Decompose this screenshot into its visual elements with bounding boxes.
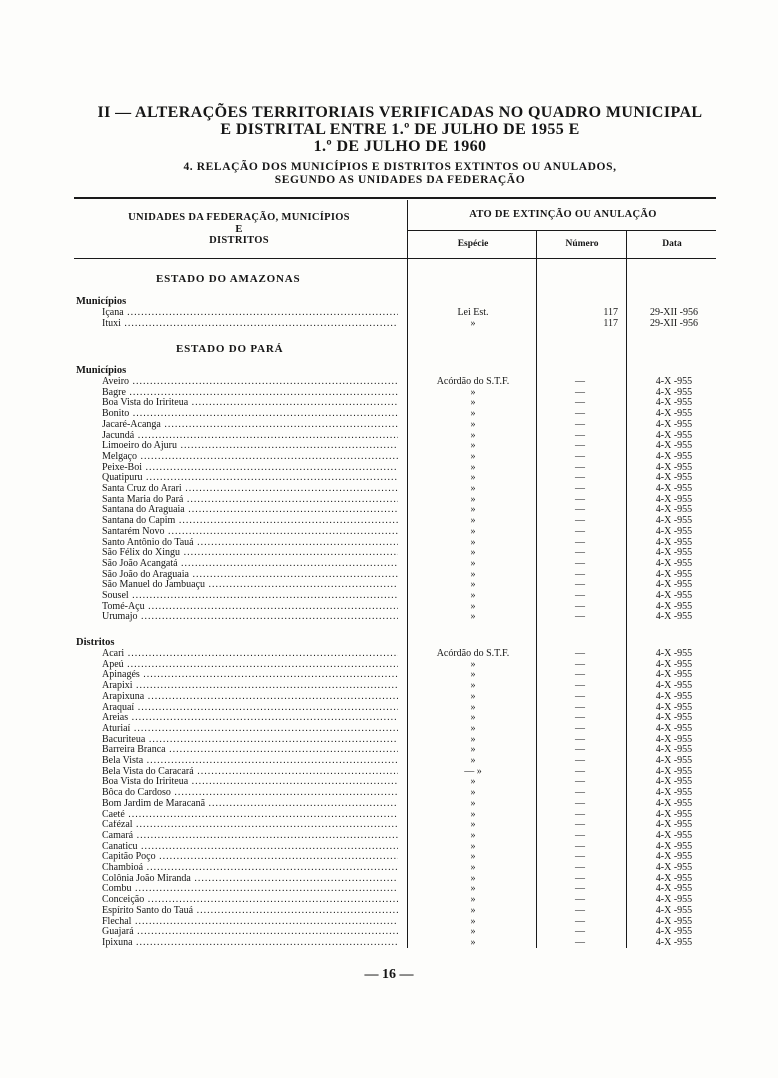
row-name: Santo Antônio do Tauá ..... [102, 538, 398, 549]
row-numero: — [575, 493, 585, 505]
row-name: Boa Vista do Iririteua ..... [102, 777, 398, 788]
row-numero: — [575, 376, 585, 387]
row-name: Bela Vista ..... [102, 756, 398, 767]
row-data: 4-X -955 [655, 557, 693, 569]
table-row [0, 319, 778, 330]
row-data: 4-X -955 [655, 904, 693, 916]
row-especie: » [470, 680, 476, 692]
row-data: 4-X -955 [655, 862, 693, 873]
group-title-municipios-para: Municípios [76, 365, 127, 376]
row-numero: — [575, 851, 585, 863]
header-ato: ATO DE EXTINÇÃO OU ANULAÇÃO [469, 209, 657, 220]
row-especie: » [470, 472, 476, 484]
section-subtitle [60, 161, 740, 186]
table-row [0, 831, 778, 842]
row-especie: » [470, 557, 476, 569]
row-especie: » [470, 904, 476, 916]
row-data: 4-X -955 [655, 680, 693, 692]
table-row [0, 527, 778, 538]
row-name: Tomé-Açu ..... [102, 602, 398, 613]
row-especie: » [470, 776, 476, 788]
row-name: São Félix do Xingu ..... [102, 548, 398, 559]
row-data: 29-XII -956 [649, 317, 699, 329]
table-row [0, 799, 778, 810]
row-name: Barreira Branca ..... [102, 745, 398, 756]
row-name: Içana ..... [102, 308, 398, 319]
row-numero: — [575, 680, 585, 692]
row-data: 4-X -955 [655, 722, 693, 734]
row-name: Guajará ..... [102, 927, 398, 938]
row-especie: » [470, 440, 476, 452]
header-bottom-rule [74, 258, 716, 259]
header-numero: Número [565, 239, 599, 249]
row-especie: » [470, 397, 476, 409]
header-unidades [76, 212, 402, 247]
row-numero: — [575, 701, 585, 713]
row-especie: » [470, 611, 476, 623]
row-numero: — [575, 776, 585, 788]
row-name: Boa Vista do Iririteua ..... [102, 398, 398, 409]
row-name: Peixe-Boi ..... [102, 463, 398, 474]
row-data: 4-X -955 [655, 493, 693, 505]
row-name: Cafézal ..... [102, 820, 398, 831]
row-numero: — [575, 915, 585, 927]
row-name: Bôca do Cardoso ..... [102, 788, 398, 799]
row-numero: — [575, 829, 585, 841]
row-data: 4-X -955 [655, 386, 693, 398]
row-numero: — [575, 611, 585, 623]
row-data: 4-X -955 [655, 658, 693, 670]
row-especie: » [470, 797, 476, 809]
row-numero: — [575, 862, 585, 873]
row-numero: — [575, 525, 585, 537]
row-data: 4-X -955 [655, 787, 693, 799]
row-data: 4-X -955 [655, 568, 693, 580]
row-especie: » [470, 787, 476, 799]
row-numero: — [575, 840, 585, 852]
row-name: Conceição ..... [102, 895, 398, 906]
row-name: Flechal ..... [102, 917, 398, 928]
page-title-line-2: E DISTRITAL ENTRE 1.º DE JULHO DE 1955 E [220, 121, 580, 138]
row-name: Quatipuru ..... [102, 473, 398, 484]
row-especie: » [470, 712, 476, 724]
row-especie: » [470, 429, 476, 441]
row-data: 4-X -955 [655, 765, 693, 777]
row-data: 4-X -955 [655, 669, 693, 681]
group-title-municipios-amazonas: Municípios [76, 296, 127, 307]
row-especie: » [470, 733, 476, 745]
row-numero: — [575, 440, 585, 452]
row-numero: — [575, 883, 585, 895]
row-name: Apinagés ..... [102, 670, 398, 681]
row-data: 4-X -955 [655, 926, 693, 938]
row-numero: — [575, 787, 585, 799]
row-name: Ituxi ..... [102, 319, 398, 330]
row-especie: » [470, 808, 476, 820]
table-row [0, 559, 778, 570]
row-data: 4-X -955 [655, 408, 693, 420]
row-numero: 117 [603, 317, 618, 329]
row-name: Caeté ..... [102, 810, 398, 821]
row-especie: » [470, 936, 476, 948]
row-data: 4-X -955 [655, 440, 693, 452]
row-numero: — [575, 600, 585, 612]
row-especie: » [470, 483, 476, 494]
table-row [0, 906, 778, 917]
row-numero: — [575, 797, 585, 809]
group-title-distritos-para: Distritos [76, 637, 115, 648]
row-data: 4-X -955 [655, 536, 693, 548]
row-numero: — [575, 765, 585, 777]
row-numero: — [575, 418, 585, 430]
row-numero: — [575, 450, 585, 462]
row-especie: » [470, 862, 476, 873]
row-numero: — [575, 872, 585, 884]
row-numero: — [575, 669, 585, 681]
row-name: Chambioá ..... [102, 863, 398, 874]
row-data: 4-X -955 [655, 829, 693, 841]
row-especie: » [470, 493, 476, 505]
table-row [0, 420, 778, 431]
section-subtitle-line-2: SEGUNDO AS UNIDADES DA FEDERAÇÃO [274, 173, 526, 186]
row-data: 4-X -955 [655, 648, 693, 659]
row-name: Combu ..... [102, 884, 398, 895]
row-data: 4-X -955 [655, 579, 693, 591]
row-name: Santarém Novo ..... [102, 527, 398, 538]
row-especie: » [470, 547, 476, 559]
row-name: Apeú ..... [102, 660, 398, 671]
section-subtitle-line-1: 4. RELAÇÃO DOS MUNICÍPIOS E DISTRITOS EXTINTOS OU ANULADOS, [183, 161, 617, 173]
row-especie: » [470, 568, 476, 580]
row-especie: » [470, 744, 476, 756]
row-especie: Acórdão do S.T.F. [436, 648, 510, 659]
row-name: Jacaré-Acanga ..... [102, 420, 398, 431]
table-row [0, 612, 778, 623]
row-especie: » [470, 579, 476, 591]
row-numero: — [575, 536, 585, 548]
row-data: 4-X -955 [655, 472, 693, 484]
header-unidades-line-1: UNIDADES DA FEDERAÇÃO, MUNICÍPIOS [128, 212, 350, 223]
row-name: Arapixi ..... [102, 681, 398, 692]
row-numero: — [575, 648, 585, 659]
row-especie: — » [464, 765, 482, 777]
row-data: 4-X -955 [655, 515, 693, 527]
row-name: Espírito Santo do Tauá ..... [102, 906, 398, 917]
row-numero: — [575, 483, 585, 494]
row-data: 4-X -955 [655, 429, 693, 441]
row-name: Bacuriteua ..... [102, 735, 398, 746]
row-especie: » [470, 894, 476, 906]
row-numero: — [575, 461, 585, 473]
row-data: 4-X -955 [655, 755, 693, 766]
row-name: Santa Maria do Pará ..... [102, 495, 398, 506]
row-especie: » [470, 872, 476, 884]
row-especie: » [470, 450, 476, 462]
row-name: Aveiro ..... [102, 377, 398, 388]
row-especie: » [470, 669, 476, 681]
row-data: 4-X -955 [655, 461, 693, 473]
row-especie: » [470, 658, 476, 670]
row-data: 4-X -955 [655, 690, 693, 702]
row-numero: — [575, 936, 585, 948]
header-unidades-line-3: DISTRITOS [209, 235, 269, 246]
row-numero: — [575, 744, 585, 756]
row-numero: — [575, 808, 585, 820]
row-data: 4-X -955 [655, 883, 693, 895]
row-numero: — [575, 504, 585, 516]
row-data: 4-X -955 [655, 733, 693, 745]
row-data: 4-X -955 [655, 600, 693, 612]
row-especie: » [470, 883, 476, 895]
row-numero: — [575, 690, 585, 702]
row-data: 4-X -955 [655, 376, 693, 387]
row-name: Santana do Araguaia ..... [102, 505, 398, 516]
row-numero: — [575, 819, 585, 831]
row-data: 4-X -955 [655, 915, 693, 927]
row-numero: — [575, 397, 585, 409]
row-name: Canaticu ..... [102, 842, 398, 853]
row-especie: » [470, 829, 476, 841]
row-name: Bonito ..... [102, 409, 398, 420]
row-especie: » [470, 851, 476, 863]
row-data: 4-X -955 [655, 611, 693, 623]
row-especie: » [470, 525, 476, 537]
row-numero: — [575, 547, 585, 559]
row-especie: » [470, 926, 476, 938]
row-data: 4-X -955 [655, 894, 693, 906]
row-especie: » [470, 461, 476, 473]
row-numero: — [575, 429, 585, 441]
row-especie: » [470, 755, 476, 766]
table-row [0, 452, 778, 463]
row-name: Colônia João Miranda ..... [102, 874, 398, 885]
row-name: Santa Cruz do Arari ..... [102, 484, 398, 495]
row-data: 4-X -955 [655, 819, 693, 831]
row-especie: » [470, 840, 476, 852]
row-numero: — [575, 408, 585, 420]
row-especie: » [470, 408, 476, 420]
row-numero: — [575, 722, 585, 734]
row-name: Arapixuna ..... [102, 692, 398, 703]
row-name: Bom Jardim de Maracanã ..... [102, 799, 398, 810]
row-name: São Manuel do Jambuaçu ..... [102, 580, 398, 591]
row-data: 4-X -955 [655, 744, 693, 756]
row-numero: — [575, 579, 585, 591]
row-name: Santana do Capim ..... [102, 516, 398, 527]
row-name: Bagre ..... [102, 388, 398, 399]
row-numero: — [575, 904, 585, 916]
row-name: São João do Araguaia ..... [102, 570, 398, 581]
row-name: Bela Vista do Caracará ..... [102, 767, 398, 778]
row-data: 4-X -955 [655, 450, 693, 462]
row-name: Sousel ..... [102, 591, 398, 602]
row-especie: » [470, 915, 476, 927]
row-name: Camará ..... [102, 831, 398, 842]
row-especie: » [470, 722, 476, 734]
row-data: 4-X -955 [655, 808, 693, 820]
state-title-para: ESTADO DO PARÁ [176, 343, 284, 355]
row-data: 4-X -955 [655, 840, 693, 852]
row-especie: Acórdão do S.T.F. [436, 376, 510, 387]
row-name: Urumajo ..... [102, 612, 398, 623]
row-name: Aturiaí ..... [102, 724, 398, 735]
row-data: 4-X -955 [655, 525, 693, 537]
table-row [0, 724, 778, 735]
row-numero: — [575, 894, 585, 906]
row-data: 4-X -955 [655, 776, 693, 788]
row-numero: — [575, 712, 585, 724]
row-data: 4-X -955 [655, 797, 693, 809]
row-especie: » [470, 536, 476, 548]
row-numero: — [575, 658, 585, 670]
row-data: 4-X -955 [655, 504, 693, 516]
row-data: 4-X -955 [655, 547, 693, 559]
header-especie: Espécie [457, 239, 489, 249]
row-numero: — [575, 386, 585, 398]
row-especie: » [470, 690, 476, 702]
table-row [0, 938, 778, 949]
row-especie: » [470, 317, 476, 329]
page-title-line-1: II — ALTERAÇÕES TERRITORIAIS VERIFICADAS NO QUADRO MUNICIPAL [97, 104, 703, 121]
row-name: Melgaço ..... [102, 452, 398, 463]
row-data: 4-X -955 [655, 701, 693, 713]
row-data: 29-XII -956 [649, 307, 699, 318]
row-numero: 117 [603, 307, 618, 318]
row-numero: — [575, 755, 585, 766]
row-numero: — [575, 568, 585, 580]
row-especie: » [470, 504, 476, 516]
row-numero: — [575, 590, 585, 601]
row-especie: Lei Est. [457, 307, 489, 318]
row-numero: — [575, 515, 585, 527]
row-name: Ipixuna ..... [102, 938, 398, 949]
row-especie: » [470, 819, 476, 831]
row-numero: — [575, 557, 585, 569]
row-data: 4-X -955 [655, 590, 693, 601]
row-data: 4-X -955 [655, 851, 693, 863]
row-data: 4-X -955 [655, 483, 693, 494]
row-data: 4-X -955 [655, 397, 693, 409]
row-numero: — [575, 733, 585, 745]
row-name: Jacundá ..... [102, 431, 398, 442]
row-data: 4-X -955 [655, 936, 693, 948]
state-title-amazonas: ESTADO DO AMAZONAS [156, 273, 301, 285]
row-especie: » [470, 418, 476, 430]
row-name: Areias ..... [102, 713, 398, 724]
row-especie: » [470, 515, 476, 527]
page-title-line-3: 1.º DE JULHO DE 1960 [313, 138, 487, 155]
page-number: — 16 — [364, 967, 414, 982]
row-name: Limoeiro do Ajuru ..... [102, 441, 398, 452]
row-especie: » [470, 590, 476, 601]
row-data: 4-X -955 [655, 872, 693, 884]
table-row [0, 692, 778, 703]
header-split-rule [408, 230, 716, 231]
row-especie: » [470, 701, 476, 713]
row-numero: — [575, 926, 585, 938]
row-data: 4-X -955 [655, 712, 693, 724]
row-especie: » [470, 386, 476, 398]
header-unidades-line-2: E [235, 223, 243, 235]
row-name: São João Acangatá ..... [102, 559, 398, 570]
row-especie: » [470, 600, 476, 612]
header-data: Data [662, 239, 682, 249]
table-top-rule [74, 197, 716, 199]
page-title [60, 104, 740, 155]
row-name: Capitão Poço ..... [102, 852, 398, 863]
row-numero: — [575, 472, 585, 484]
row-name: Araquaí ..... [102, 703, 398, 714]
row-data: 4-X -955 [655, 418, 693, 430]
row-name: Acari ..... [102, 649, 398, 660]
